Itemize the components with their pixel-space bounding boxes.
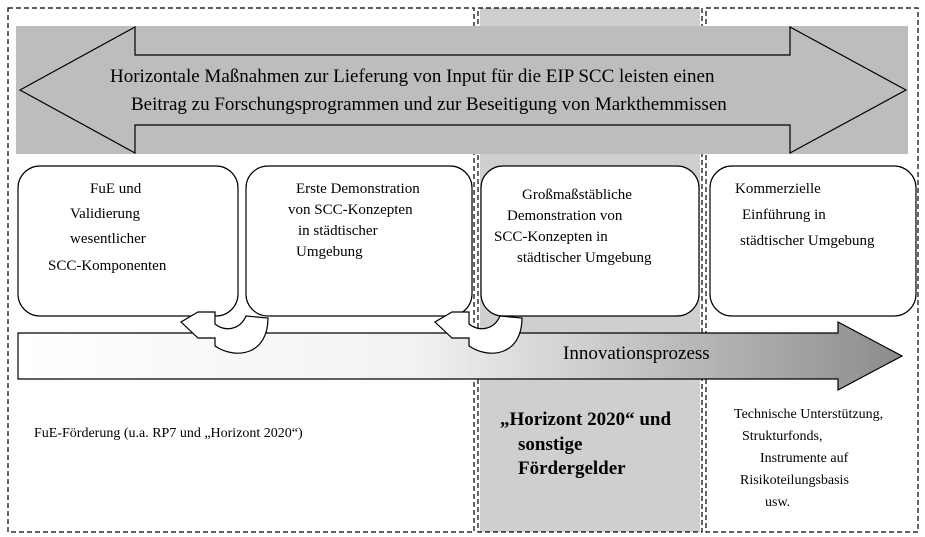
stage-4-line-1: Kommerzielle (735, 181, 821, 197)
innovation-process-label: Innovationsprozess (563, 343, 710, 364)
stage-3-line-1: Großmaßstäbliche (522, 187, 632, 203)
funding-right-line-5: usw. (765, 495, 791, 510)
stage-1-line-2: Validierung (70, 206, 140, 222)
funding-right-line-4: Risikoteilungsbasis (740, 473, 849, 488)
stage-4-line-3: städtischer Umgebung (740, 233, 875, 249)
stage-2-line-1: Erste Demonstration (296, 181, 420, 197)
funding-middle-line-3: Fördergelder (518, 458, 626, 479)
funding-middle-line-2: sonstige (518, 434, 583, 455)
funding-right-line-3: Instrumente auf (760, 451, 849, 466)
funding-left: FuE-Förderung (u.a. RP7 und „Horizont 2020“) (34, 426, 303, 441)
stage-3-line-3: SCC-Konzepten in (494, 229, 608, 245)
banner-text-line-1: Horizontale Maßnahmen zur Lieferung von Input für die EIP SCC leisten einen (110, 66, 715, 87)
funding-middle-line-1: „Horizont 2020“ und (500, 409, 672, 430)
funding-right-line-1: Technische Unterstützung, (734, 407, 884, 422)
stage-3-line-4: städtischer Umgebung (517, 250, 652, 266)
stage-2-line-2: von SCC-Konzepten (288, 202, 413, 218)
stage-1-line-1: FuE und (90, 181, 142, 197)
banner-text-line-2: Beitrag zu Forschungsprogrammen und zur Beseitigung von Markthemmissen (131, 94, 727, 115)
stage-1-line-4: SCC-Komponenten (48, 258, 167, 274)
stage-2-line-3: in städtischer (298, 223, 378, 239)
stage-1-line-3: wesentlicher (70, 231, 146, 247)
stage-2-line-4: Umgebung (296, 244, 363, 260)
funding-right-line-2: Strukturfonds, (742, 429, 823, 444)
stage-3-line-2: Demonstration von (507, 208, 623, 224)
stage-4-line-2: Einführung in (742, 207, 826, 223)
